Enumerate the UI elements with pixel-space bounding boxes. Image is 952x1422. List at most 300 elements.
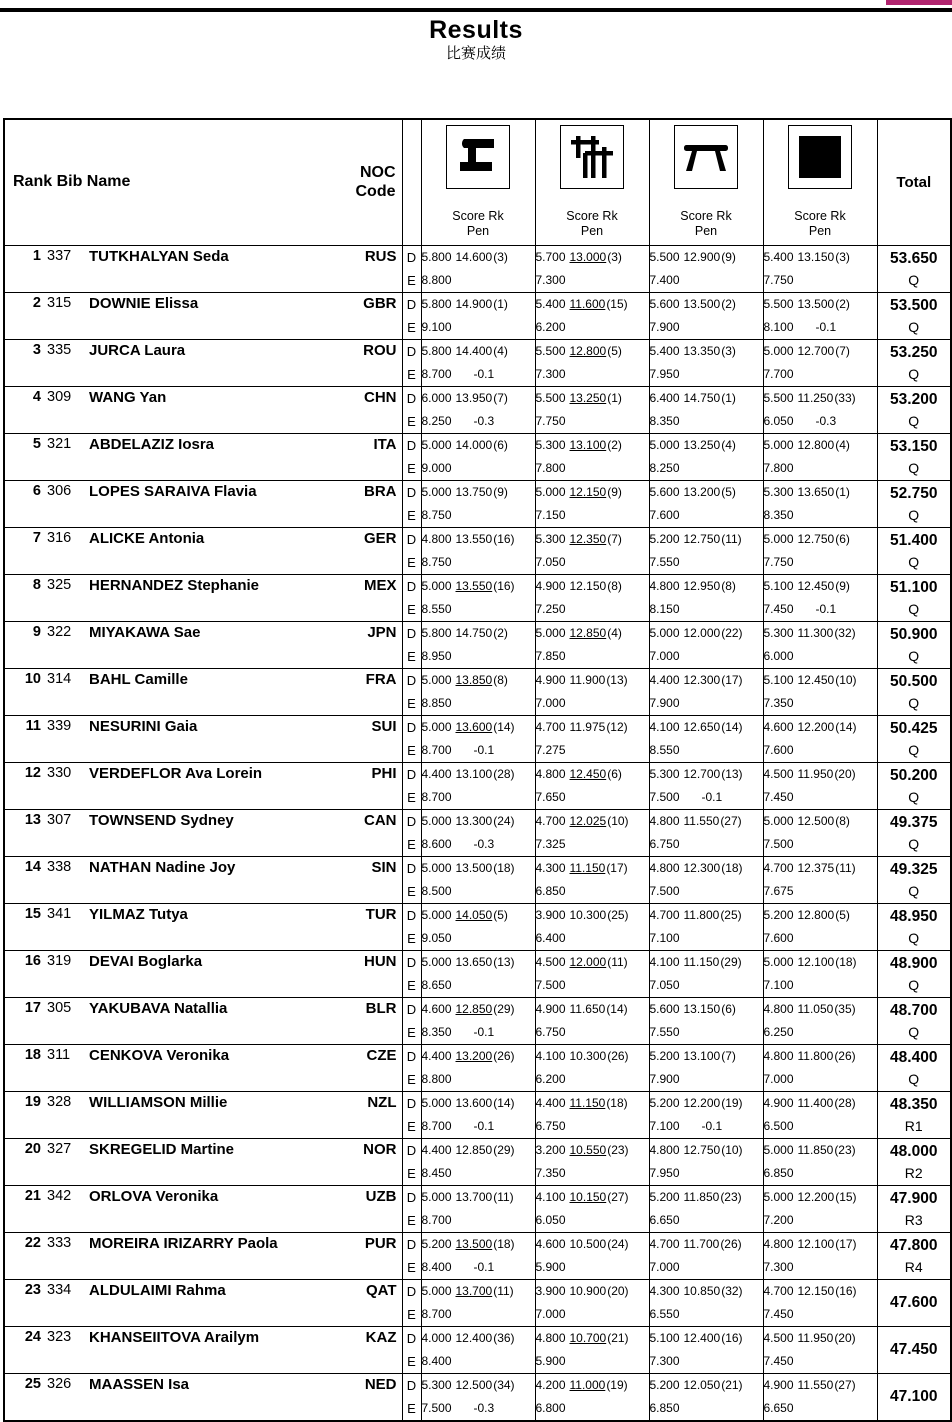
noc-code: RUS [364, 247, 397, 265]
d-value: 4.900 [535, 672, 566, 687]
rank-value: 1 [32, 247, 41, 264]
apparatus-rank: (28) [493, 766, 515, 781]
bib-value: 334 [47, 1281, 72, 1298]
d-value: 5.000 [421, 1283, 452, 1298]
table-row [4, 856, 951, 903]
rank-value: 23 [24, 1281, 41, 1298]
noc-code: CHN [364, 388, 397, 406]
apparatus-rank: (23) [607, 1142, 629, 1157]
d-value: 4.900 [535, 1001, 566, 1016]
e-value: 7.950 [649, 366, 680, 381]
d-score-label: D [406, 766, 417, 782]
apparatus-rank: (8) [493, 672, 508, 687]
de-label-cell [402, 1373, 421, 1421]
apparatus-rank: (17) [835, 1236, 857, 1251]
apparatus-cell-vault [421, 903, 535, 950]
table-row [4, 480, 951, 527]
apparatus-cell-vault [421, 762, 535, 809]
d-value: 5.800 [421, 625, 452, 640]
apparatus-rank: (15) [606, 296, 628, 311]
penalty-value: -0.1 [701, 789, 723, 804]
athlete-cell [4, 668, 402, 715]
d-value: 4.600 [421, 1001, 452, 1016]
d-value: 5.600 [649, 484, 680, 499]
apparatus-cell-uneven-bars [535, 1326, 649, 1373]
table-row [4, 574, 951, 621]
e-value: 7.300 [649, 1353, 680, 1368]
apparatus-score: 10.550 [569, 1142, 607, 1157]
qualification-status: Q [908, 882, 920, 899]
e-value: 8.500 [421, 883, 452, 898]
e-value: 8.750 [421, 554, 452, 569]
penalty-value: -0.1 [473, 1024, 495, 1039]
table-row [4, 245, 951, 292]
d-value: 6.400 [649, 390, 680, 405]
total-value: 48.350 [890, 1095, 938, 1113]
header-pen-balance-beam: Pen [694, 224, 718, 239]
apparatus-score: 12.800 [569, 343, 607, 358]
apparatus-rank: (12) [606, 719, 628, 734]
apparatus-score: 12.025 [569, 813, 607, 828]
vault-icon [446, 125, 510, 189]
total-value: 49.375 [890, 813, 938, 831]
apparatus-rank: (21) [607, 1330, 629, 1345]
qualification-status: Q [908, 506, 920, 523]
apparatus-cell-balance-beam [649, 762, 763, 809]
apparatus-rank: (10) [835, 672, 857, 687]
e-value: 6.050 [535, 1212, 566, 1227]
d-score-label: D [406, 672, 417, 688]
total-value: 53.250 [890, 343, 938, 361]
apparatus-score: 12.850 [455, 1001, 493, 1016]
rank-value: 6 [32, 482, 41, 499]
e-value: 7.100 [763, 977, 794, 992]
apparatus-rank: (28) [834, 1095, 856, 1110]
header-apparatus-vault [421, 119, 535, 245]
header-noc-code [356, 163, 396, 201]
d-value: 4.800 [535, 1330, 566, 1345]
apparatus-score: 12.750 [683, 531, 721, 546]
d-value: 5.200 [763, 907, 794, 922]
athlete-name: NESURINI Gaia [89, 717, 198, 735]
apparatus-rank: (21) [721, 1377, 743, 1392]
table-row [4, 527, 951, 574]
apparatus-cell-uneven-bars [535, 339, 649, 386]
apparatus-cell-balance-beam [649, 997, 763, 1044]
table-header-row [4, 119, 951, 245]
e-value: 6.250 [763, 1024, 794, 1039]
noc-code: SIN [371, 858, 397, 876]
apparatus-rank: (10) [721, 1142, 743, 1157]
bib-value: 330 [47, 764, 72, 781]
e-score-label: E [407, 1400, 416, 1416]
bib-value: 342 [47, 1187, 72, 1204]
apparatus-cell-vault [421, 997, 535, 1044]
apparatus-score: 10.700 [569, 1330, 607, 1345]
apparatus-score: 12.850 [455, 1142, 493, 1157]
athlete-name: LOPES SARAIVA Flavia [89, 482, 257, 500]
e-score-label: E [407, 413, 416, 429]
table-row [4, 1373, 951, 1421]
total-value: 49.325 [890, 860, 938, 878]
e-value: 8.550 [649, 742, 680, 757]
athlete-name: VERDEFLOR Ava Lorein [89, 764, 263, 782]
apparatus-rank: (9) [493, 484, 508, 499]
apparatus-rank: (15) [835, 1189, 857, 1204]
table-row [4, 433, 951, 480]
bib-value: 322 [47, 623, 72, 640]
apparatus-cell-balance-beam [649, 1044, 763, 1091]
e-value: 7.750 [763, 272, 794, 287]
apparatus-score: 12.650 [683, 719, 721, 734]
apparatus-rank: (2) [493, 625, 508, 640]
bib-value: 305 [47, 999, 72, 1016]
rank-value: 14 [24, 858, 41, 875]
e-value: 6.500 [763, 1118, 794, 1133]
total-value: 47.800 [890, 1236, 938, 1254]
e-value: 7.850 [535, 648, 566, 663]
athlete-cell [4, 1138, 402, 1185]
apparatus-cell-vault [421, 668, 535, 715]
rank-value: 21 [24, 1187, 41, 1204]
qualification-status: Q [908, 271, 920, 288]
athlete-name: MAASSEN Isa [89, 1375, 190, 1393]
apparatus-cell-uneven-bars [535, 433, 649, 480]
athlete-name: BAHL Camille [89, 670, 188, 688]
header-score-rk-floor-exercise: Score Rk [794, 209, 846, 224]
d-value: 4.900 [763, 1377, 794, 1392]
e-value: 7.050 [535, 554, 566, 569]
apparatus-cell-floor-exercise [763, 1185, 877, 1232]
apparatus-rank: (24) [607, 1236, 629, 1251]
header-de-spacer [402, 119, 421, 245]
total-value: 47.450 [890, 1340, 938, 1358]
top-horizontal-rule [0, 8, 952, 12]
d-value: 5.200 [649, 1189, 680, 1204]
apparatus-score: 13.550 [455, 531, 493, 546]
d-value: 4.800 [421, 531, 452, 546]
apparatus-cell-balance-beam [649, 1326, 763, 1373]
apparatus-rank: (9) [835, 578, 850, 593]
header-score-rk-vault: Score Rk [452, 209, 504, 224]
apparatus-score: 13.500 [797, 296, 835, 311]
e-value: 6.750 [649, 836, 680, 851]
d-value: 5.000 [421, 954, 452, 969]
apparatus-rank: (35) [834, 1001, 856, 1016]
apparatus-score: 10.500 [569, 1236, 607, 1251]
de-label-cell [402, 386, 421, 433]
apparatus-rank: (36) [493, 1330, 515, 1345]
apparatus-rank: (18) [721, 860, 743, 875]
rank-value: 8 [32, 576, 41, 593]
apparatus-score: 14.050 [455, 907, 493, 922]
apparatus-rank: (27) [607, 1189, 629, 1204]
apparatus-cell-floor-exercise [763, 809, 877, 856]
apparatus-score: 11.550 [797, 1377, 834, 1392]
apparatus-score: 12.500 [455, 1377, 493, 1392]
total-cell [877, 527, 951, 574]
apparatus-cell-balance-beam [649, 1373, 763, 1421]
d-value: 5.000 [763, 437, 794, 452]
d-value: 5.300 [535, 531, 566, 546]
d-value: 4.800 [763, 1236, 794, 1251]
d-value: 5.000 [421, 1189, 452, 1204]
athlete-cell [4, 1326, 402, 1373]
e-value: 8.800 [421, 1071, 452, 1086]
apparatus-cell-floor-exercise [763, 245, 877, 292]
d-value: 4.700 [535, 719, 566, 734]
e-value: 8.600 [421, 836, 452, 851]
d-value: 5.600 [649, 296, 680, 311]
bib-value: 316 [47, 529, 72, 546]
apparatus-rank: (4) [721, 437, 736, 452]
d-value: 5.000 [763, 531, 794, 546]
athlete-cell [4, 762, 402, 809]
de-label-cell [402, 997, 421, 1044]
bib-value: 306 [47, 482, 72, 499]
e-score-label: E [407, 1071, 416, 1087]
apparatus-rank: (18) [493, 1236, 515, 1251]
d-value: 5.000 [421, 578, 452, 593]
apparatus-score: 12.000 [683, 625, 721, 640]
apparatus-cell-balance-beam [649, 433, 763, 480]
apparatus-cell-vault [421, 1138, 535, 1185]
apparatus-cell-floor-exercise [763, 997, 877, 1044]
rank-value: 25 [24, 1375, 41, 1392]
header-apparatus-uneven-bars [535, 119, 649, 245]
d-value: 5.000 [535, 625, 566, 640]
apparatus-cell-vault [421, 1185, 535, 1232]
apparatus-cell-floor-exercise [763, 1138, 877, 1185]
athlete-cell [4, 1279, 402, 1326]
apparatus-score: 11.850 [683, 1189, 720, 1204]
d-value: 4.800 [535, 766, 566, 781]
e-score-label: E [407, 366, 416, 382]
d-value: 4.300 [535, 860, 566, 875]
apparatus-rank: (32) [834, 625, 856, 640]
de-label-cell [402, 903, 421, 950]
apparatus-cell-floor-exercise [763, 292, 877, 339]
athlete-name: WILLIAMSON Millie [89, 1093, 228, 1111]
apparatus-cell-uneven-bars [535, 245, 649, 292]
d-value: 4.800 [649, 578, 680, 593]
e-value: 7.350 [535, 1165, 566, 1180]
apparatus-rank: (1) [493, 296, 508, 311]
d-value: 4.100 [649, 954, 680, 969]
apparatus-score: 13.700 [455, 1283, 493, 1298]
apparatus-rank: (20) [834, 1330, 856, 1345]
bib-value: 326 [47, 1375, 72, 1392]
e-score-label: E [407, 319, 416, 335]
apparatus-rank: (3) [493, 249, 508, 264]
apparatus-cell-balance-beam [649, 715, 763, 762]
e-score-label: E [407, 1165, 416, 1181]
d-score-label: D [406, 1048, 417, 1064]
qualification-status: Q [908, 365, 920, 382]
athlete-cell [4, 433, 402, 480]
total-value: 47.100 [890, 1387, 938, 1405]
athlete-name: ABDELAZIZ Iosra [89, 435, 215, 453]
d-score-label: D [406, 1142, 417, 1158]
apparatus-cell-vault [421, 1326, 535, 1373]
apparatus-score: 14.000 [455, 437, 493, 452]
bib-value: 314 [47, 670, 72, 687]
athlete-cell [4, 621, 402, 668]
total-value: 48.400 [890, 1048, 938, 1066]
apparatus-cell-vault [421, 1232, 535, 1279]
apparatus-rank: (5) [493, 907, 508, 922]
e-score-label: E [407, 554, 416, 570]
apparatus-rank: (29) [493, 1001, 515, 1016]
apparatus-rank: (3) [721, 343, 736, 358]
apparatus-score: 13.100 [569, 437, 607, 452]
penalty-value: -0.1 [815, 319, 837, 334]
d-value: 5.600 [649, 1001, 680, 1016]
e-value: 6.750 [535, 1024, 566, 1039]
e-score-label: E [407, 836, 416, 852]
table-row [4, 668, 951, 715]
athlete-cell [4, 1232, 402, 1279]
d-value: 5.300 [763, 484, 794, 499]
apparatus-score: 11.550 [683, 813, 720, 828]
athlete-cell [4, 903, 402, 950]
d-value: 5.400 [535, 296, 566, 311]
apparatus-cell-uneven-bars [535, 386, 649, 433]
athlete-name: DEVAI Boglarka [89, 952, 203, 970]
apparatus-rank: (20) [834, 766, 856, 781]
e-score-label: E [407, 507, 416, 523]
d-value: 5.400 [649, 343, 680, 358]
apparatus-cell-vault [421, 809, 535, 856]
table-row [4, 1232, 951, 1279]
e-value: 7.550 [649, 1024, 680, 1039]
total-value: 48.000 [890, 1142, 938, 1160]
apparatus-cell-uneven-bars [535, 527, 649, 574]
athlete-cell [4, 1185, 402, 1232]
e-value: 7.950 [649, 1165, 680, 1180]
apparatus-rank: (16) [835, 1283, 857, 1298]
apparatus-score: 12.200 [797, 1189, 835, 1204]
apparatus-cell-uneven-bars [535, 1185, 649, 1232]
e-value: 8.650 [421, 977, 452, 992]
apparatus-score: 10.150 [569, 1189, 607, 1204]
rank-value: 4 [32, 388, 41, 405]
d-score-label: D [406, 719, 417, 735]
apparatus-rank: (1) [721, 390, 736, 405]
d-value: 5.300 [763, 625, 794, 640]
total-value: 48.700 [890, 1001, 938, 1019]
rank-value: 2 [32, 294, 41, 311]
noc-code: CAN [364, 811, 397, 829]
e-value: 6.650 [763, 1400, 794, 1415]
apparatus-score: 11.600 [569, 296, 606, 311]
e-score-label: E [407, 1259, 416, 1275]
e-value: 7.500 [649, 789, 680, 804]
e-value: 8.350 [763, 507, 794, 522]
apparatus-cell-uneven-bars [535, 997, 649, 1044]
apparatus-rank: (22) [721, 625, 743, 640]
d-value: 5.200 [649, 531, 680, 546]
athlete-name: MOREIRA IRIZARRY Paola [89, 1234, 278, 1252]
total-value: 53.500 [890, 296, 938, 314]
apparatus-cell-balance-beam [649, 339, 763, 386]
apparatus-score: 13.000 [569, 249, 607, 264]
e-value: 6.800 [535, 1400, 566, 1415]
noc-code: NZL [367, 1093, 397, 1111]
e-value: 7.000 [649, 648, 680, 663]
d-value: 4.800 [649, 860, 680, 875]
penalty-value: -0.3 [473, 836, 495, 851]
de-label-cell [402, 433, 421, 480]
header-score-rk-balance-beam: Score Rk [680, 209, 732, 224]
table-row [4, 762, 951, 809]
qualification-status: Q [908, 1070, 920, 1087]
e-value: 8.550 [421, 601, 452, 616]
apparatus-rank: (8) [607, 578, 622, 593]
e-value: 7.900 [649, 319, 680, 334]
e-value: 7.600 [649, 507, 680, 522]
d-score-label: D [406, 1283, 417, 1299]
header-noc-line1: NOC [359, 164, 396, 182]
apparatus-rank: (9) [607, 484, 622, 499]
e-value: 7.050 [649, 977, 680, 992]
apparatus-cell-vault [421, 1091, 535, 1138]
apparatus-cell-floor-exercise [763, 1232, 877, 1279]
apparatus-rank: (4) [607, 625, 622, 640]
e-value: 9.000 [421, 460, 452, 475]
de-label-cell [402, 1326, 421, 1373]
apparatus-cell-floor-exercise [763, 339, 877, 386]
table-row [4, 997, 951, 1044]
apparatus-cell-vault [421, 574, 535, 621]
d-score-label: D [406, 437, 417, 453]
rank-value: 9 [32, 623, 41, 640]
noc-code: QAT [365, 1281, 397, 1299]
athlete-name: DOWNIE Elissa [89, 294, 199, 312]
d-value: 5.000 [421, 437, 452, 452]
noc-code: BLR [365, 999, 397, 1017]
d-value: 4.800 [649, 813, 680, 828]
e-value: 8.150 [649, 601, 680, 616]
apparatus-score: 13.550 [455, 578, 493, 593]
apparatus-cell-uneven-bars [535, 950, 649, 997]
apparatus-rank: (2) [835, 296, 850, 311]
d-value: 3.900 [535, 1283, 566, 1298]
athlete-name: YAKUBAVA Natallia [89, 999, 228, 1017]
d-score-label: D [406, 1189, 417, 1205]
apparatus-rank: (14) [493, 719, 515, 734]
apparatus-cell-uneven-bars [535, 809, 649, 856]
apparatus-cell-vault [421, 245, 535, 292]
apparatus-score: 13.150 [797, 249, 835, 264]
de-label-cell [402, 480, 421, 527]
total-cell [877, 1373, 951, 1421]
rank-value: 16 [24, 952, 41, 969]
d-value: 4.600 [535, 1236, 566, 1251]
athlete-name: CENKOVA Veronika [89, 1046, 230, 1064]
d-value: 5.300 [649, 766, 680, 781]
apparatus-cell-floor-exercise [763, 950, 877, 997]
apparatus-score: 11.250 [797, 390, 834, 405]
total-cell [877, 1091, 951, 1138]
apparatus-score: 12.050 [683, 1377, 721, 1392]
de-label-cell [402, 527, 421, 574]
apparatus-score: 12.850 [569, 625, 607, 640]
e-score-label: E [407, 460, 416, 476]
apparatus-score: 12.375 [797, 860, 835, 875]
penalty-value: -0.1 [473, 742, 495, 757]
d-value: 4.700 [649, 1236, 680, 1251]
